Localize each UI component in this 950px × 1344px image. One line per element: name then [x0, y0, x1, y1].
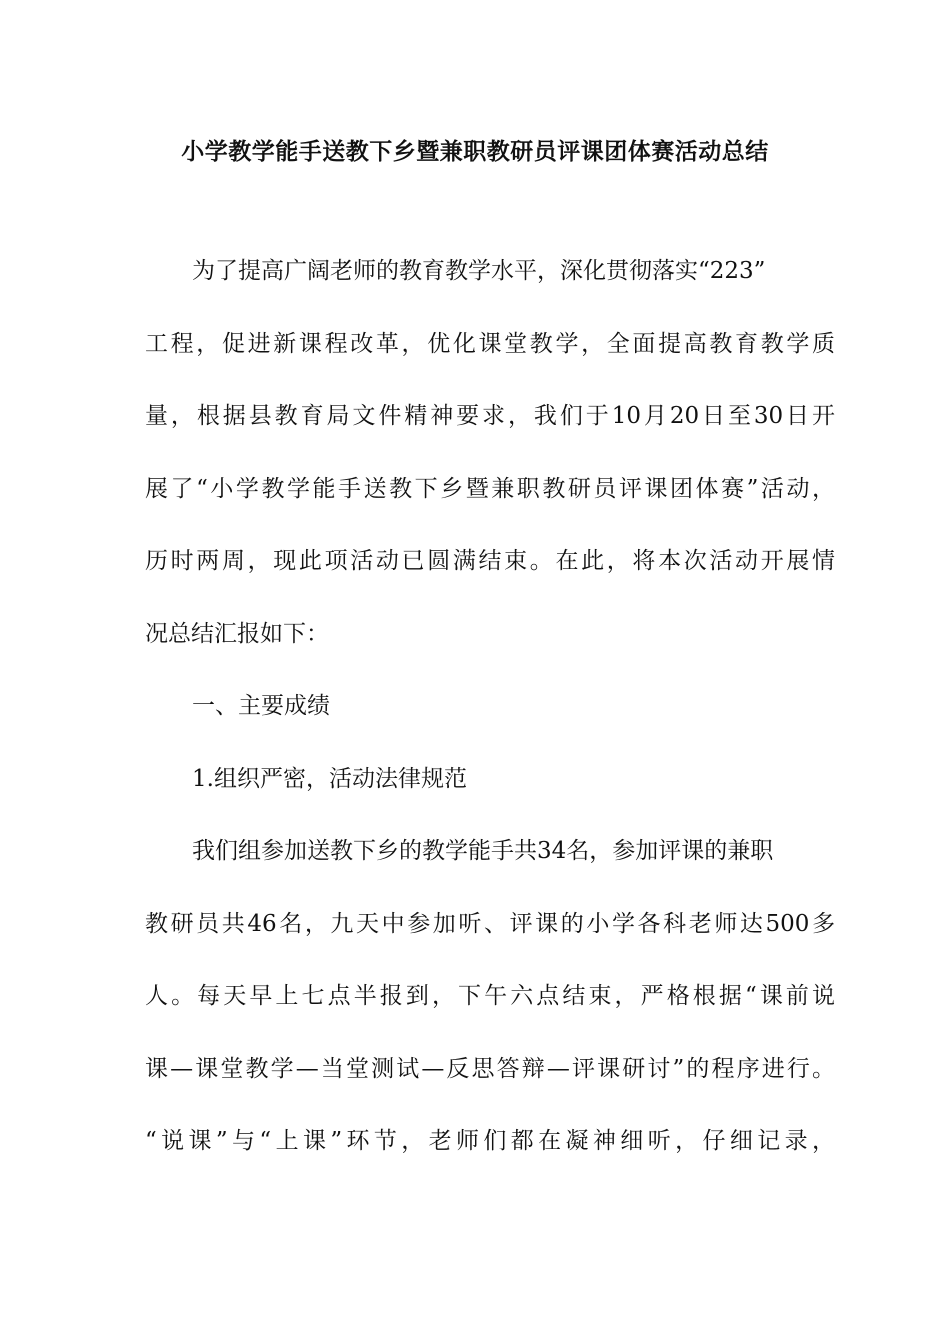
paragraph-line: 为了提高广阔老师的教育教学水平，深化贯彻落实“223”: [192, 258, 766, 284]
section-heading: 一、主要成绩: [192, 693, 330, 719]
paragraph-line: “说课”与“上课”环节，老师们都在凝神细听，仔细记录，: [145, 1128, 835, 1154]
paragraph-line: 工程，促进新课程改革，优化课堂教学，全面提高教育教学质: [145, 330, 835, 357]
subsection-heading: 1.组织严密，活动法律规范: [192, 765, 467, 792]
paragraph-line: 人。每天早上七点半报到，下午六点结束，严格根据“课前说: [145, 983, 835, 1009]
paragraph-line: 课—课堂教学—当堂测试—反思答辩—评课研讨”的程序进行。: [145, 1055, 835, 1082]
paragraph-line: 历时两周，现此项活动已圆满结束。在此，将本次活动开展情: [145, 548, 835, 574]
paragraph-line: 展了“小学教学能手送教下乡暨兼职教研员评课团体赛”活动，: [145, 475, 835, 502]
paragraph-line: 量，根据县教育局文件精神要求，我们于10月20日至30日开: [145, 403, 835, 429]
document-body: [145, 253, 835, 1196]
paragraph-line: 我们组参加送教下乡的教学能手共34名，参加评课的兼职: [192, 838, 774, 864]
paragraph-line: 教研员共46名，九天中参加听、评课的小学各科老师达500多: [145, 910, 835, 937]
document-title: 小学教学能手送教下乡暨兼职教研员评课团体赛活动总结: [181, 139, 769, 165]
paragraph-line: 况总结汇报如下：: [145, 620, 329, 647]
